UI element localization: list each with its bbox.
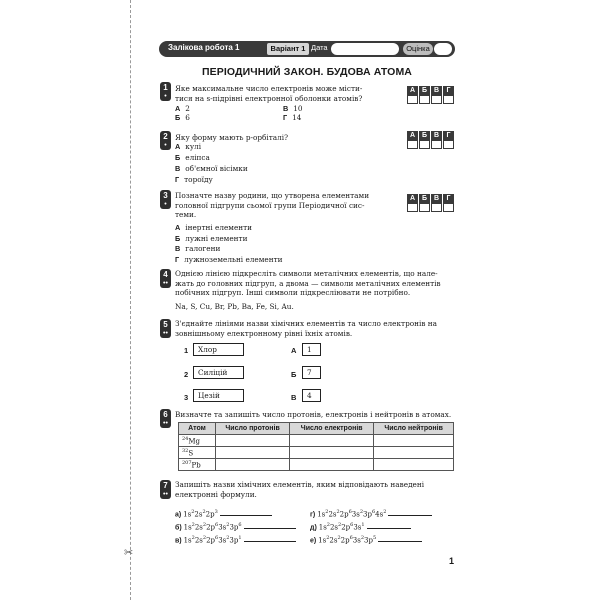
answer-cell[interactable] (374, 435, 454, 447)
column-header: Атом (179, 423, 216, 435)
answer-cell[interactable] (374, 447, 454, 459)
answer-cell[interactable] (216, 459, 290, 471)
answer-line[interactable] (244, 522, 296, 529)
q2-option-g[interactable]: Г тороїду (175, 175, 213, 184)
table-row (179, 459, 454, 471)
q5-text: З'єднайте лініями назви хімічних елементів та число електронів на зовнішньому електронному рівні їхніх атомів. (175, 319, 437, 338)
q3-option-v[interactable]: В галогени (175, 244, 221, 253)
answer-box[interactable] (407, 96, 418, 104)
table-row (179, 447, 454, 459)
answer-box[interactable] (407, 204, 418, 212)
electron-formula: б) $1s^22s^22p^63s^23p^6$ (175, 521, 296, 532)
answer-box[interactable] (443, 204, 454, 212)
q2-option-a[interactable]: А кулі (175, 142, 202, 151)
q3-text: Позначте назву родини, що утворена елементами головної підгрупи сьомої групи Періодичної сис- теми. (175, 191, 370, 219)
electron-formula: в) $1s^22s^22p^63s^23p^1$ (175, 534, 296, 545)
answer-line[interactable] (367, 522, 411, 529)
q1-option-g[interactable]: Г 14 (283, 113, 302, 122)
answer-cell[interactable] (290, 459, 374, 471)
question-number-4: 4 •• (160, 269, 171, 288)
atom-cell: $^{32}$S (179, 447, 216, 459)
match-right-letter: А (291, 346, 297, 355)
q7-text: Запишіть назви хімічних елементів, яким відповідають наведені електронні формули. (175, 480, 425, 499)
grade-label: Оцінка (403, 43, 433, 55)
q6-text: Визначте та запишіть число протонів, електронів і нейтронів в атомах. (175, 410, 452, 419)
match-left-number: 1 (184, 346, 189, 355)
scissors-icon: ✂ (124, 547, 134, 559)
answer-line[interactable] (244, 535, 296, 542)
q3-option-b[interactable]: Б лужні елементи (175, 234, 248, 243)
answer-cell[interactable] (374, 459, 454, 471)
q4-symbols[interactable]: Na, S, Cu, Br, Pb, Ba, Fe, Si, Au. (175, 302, 294, 311)
match-right-item[interactable]: 7 (302, 366, 321, 379)
atoms-table (178, 422, 454, 471)
q2-answer-grid: А Б В Г (407, 131, 455, 149)
match-right-letter: В (291, 393, 297, 402)
q2-option-v[interactable]: В об'ємної вісімки (175, 164, 248, 173)
electron-formula: а) $1s^22s^22p^3$ (175, 508, 272, 519)
question-number-1: 1 • (160, 82, 171, 101)
answer-box[interactable] (443, 141, 454, 149)
answer-box[interactable] (419, 141, 430, 149)
match-left-item[interactable]: Хлор (193, 343, 244, 356)
q3-option-a[interactable]: А інертні елементи (175, 223, 253, 232)
q3-answer-grid: А Б В Г (407, 194, 455, 212)
answer-box[interactable] (431, 141, 442, 149)
column-header: Число нейтронів (374, 423, 454, 435)
match-right-item[interactable]: 4 (302, 389, 321, 402)
q2-option-b[interactable]: Б еліпса (175, 153, 210, 162)
q1-option-b[interactable]: Б 6 (175, 113, 190, 122)
question-number-3: 3 • (160, 190, 171, 209)
header-bar (159, 41, 455, 57)
q1-answer-grid: А Б В Г (407, 86, 455, 104)
q4-text: Однією лінією підкресліть символи металічних елементів, що нале- жать до головних підгруп, а двома — символи металічних елементів побічних підгруп. Інші символи підкресліювати не потрібно. (175, 269, 441, 297)
column-header: Число електронів (290, 423, 374, 435)
answer-box[interactable] (443, 96, 454, 104)
answer-box[interactable] (407, 141, 418, 149)
electron-formula: е) $1s^22s^22p^63s^23p^5$ (310, 534, 422, 545)
page-number: 1 (449, 556, 455, 566)
atom-cell: $^{24}$Mg (179, 435, 216, 447)
match-left-item[interactable]: Силіцій (193, 366, 244, 379)
date-label: Дата (311, 43, 328, 52)
answer-cell[interactable] (216, 447, 290, 459)
answer-line[interactable] (378, 535, 422, 542)
table-row (179, 435, 454, 447)
q1-option-a[interactable]: А 2 (175, 104, 190, 113)
grade-field[interactable] (434, 43, 452, 55)
question-number-5: 5 •• (160, 319, 171, 338)
column-header: Число протонів (216, 423, 290, 435)
answer-box[interactable] (431, 96, 442, 104)
match-left-item[interactable]: Цезій (193, 389, 244, 402)
page-title: ПЕРІОДИЧНИЙ ЗАКОН. БУДОВА АТОМА (202, 66, 412, 78)
answer-box[interactable] (419, 204, 430, 212)
question-number-7: 7 •• (160, 480, 171, 499)
date-field[interactable] (331, 43, 399, 55)
q2-text: Яку форму мають p-орбіталі? (175, 133, 289, 142)
match-left-number: 3 (184, 393, 189, 402)
answer-cell[interactable] (290, 447, 374, 459)
q1-option-v[interactable]: В 10 (283, 104, 303, 113)
answer-box[interactable] (431, 204, 442, 212)
answer-line[interactable] (388, 509, 432, 516)
cut-line (130, 0, 131, 600)
q3-option-g[interactable]: Г лужноземельні елементи (175, 255, 283, 264)
electron-formula: г) $1s^22s^22p^63s^23p^64s^2$ (310, 508, 432, 519)
answer-line[interactable] (220, 509, 272, 516)
electron-formula: д) $1s^22s^22p^63s^1$ (310, 521, 411, 532)
match-right-item[interactable]: 1 (302, 343, 321, 356)
answer-cell[interactable] (216, 435, 290, 447)
q1-text: Яке максимальне число електронів може місти- тися на s-підрівні електронної оболонки атомів? (175, 84, 363, 103)
answer-box[interactable] (419, 96, 430, 104)
match-right-letter: Б (291, 370, 297, 379)
answer-cell[interactable] (290, 435, 374, 447)
work-title: Залікова робота 1 (168, 43, 240, 52)
variant-badge: Варіант 1 (267, 43, 309, 55)
match-left-number: 2 (184, 370, 189, 379)
atom-cell: $^{207}$Pb (179, 459, 216, 471)
question-number-6: 6 •• (160, 409, 171, 428)
question-number-2: 2 • (160, 131, 171, 150)
